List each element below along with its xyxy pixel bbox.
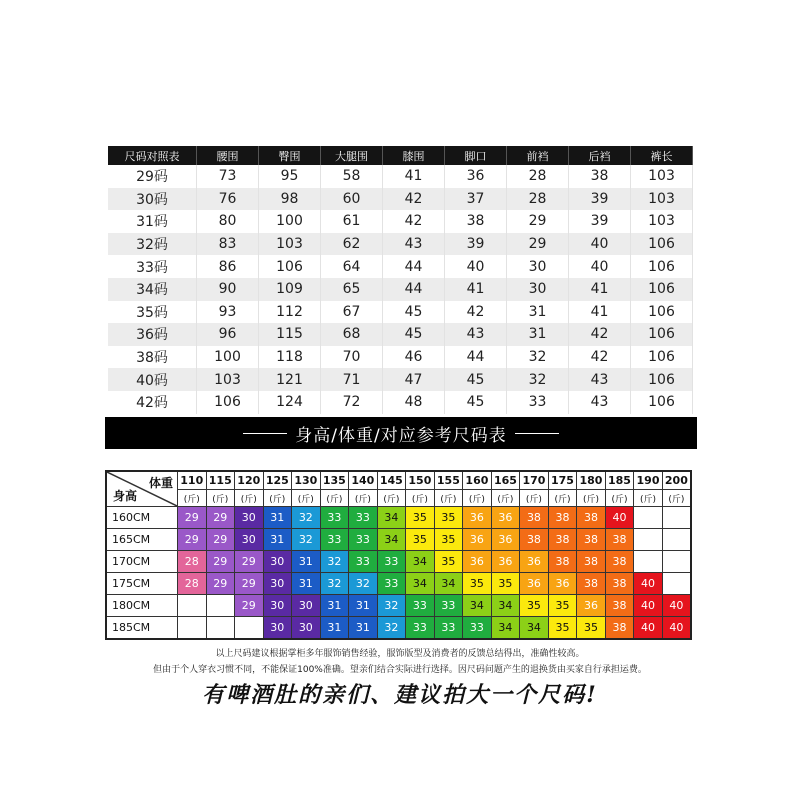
empty-cell xyxy=(206,617,235,640)
measurement-cell: 32 xyxy=(507,346,569,369)
empty-cell xyxy=(178,595,207,617)
size-recommendation-cell: 33 xyxy=(377,551,406,573)
measurement-cell: 46 xyxy=(383,346,445,369)
measurement-cell: 67 xyxy=(321,301,383,324)
measurement-cell: 106 xyxy=(631,391,693,414)
size-recommendation-cell: 35 xyxy=(520,595,549,617)
size-recommendation-cell: 32 xyxy=(292,507,321,529)
measurement-cell: 45 xyxy=(445,368,507,391)
table-corner-cell xyxy=(106,471,178,507)
size-chart-table xyxy=(108,146,693,414)
measurement-cell: 68 xyxy=(321,323,383,346)
size-recommendation-cell: 34 xyxy=(434,573,463,595)
weight-unit-cell: (斤) xyxy=(605,490,634,507)
size-recommendation-cell: 35 xyxy=(406,507,435,529)
size-recommendation-cell: 33 xyxy=(463,617,492,640)
measurement-cell: 30 xyxy=(507,255,569,278)
size-chart-body xyxy=(108,165,693,414)
size-recommendation-cell: 32 xyxy=(377,595,406,617)
size-chart-column-header: 尺码对照表 xyxy=(108,146,197,165)
weight-header-row xyxy=(106,471,691,490)
height-row xyxy=(106,507,691,529)
size-recommendation-cell: 36 xyxy=(577,595,606,617)
weight-header-cell: 165 xyxy=(491,471,520,490)
weight-unit-cell: (斤) xyxy=(235,490,264,507)
weight-unit-cell: (斤) xyxy=(206,490,235,507)
empty-cell xyxy=(634,529,663,551)
measurement-cell: 64 xyxy=(321,255,383,278)
size-recommendation-cell: 34 xyxy=(491,617,520,640)
height-label-cell: 175CM xyxy=(106,573,178,595)
measurement-cell: 76 xyxy=(197,188,259,211)
measurement-cell: 47 xyxy=(383,368,445,391)
measurement-cell: 45 xyxy=(383,323,445,346)
weight-unit-cell: (斤) xyxy=(292,490,321,507)
banner-title: 身高/体重/对应参考尺码表 xyxy=(295,425,507,446)
size-recommendation-cell: 36 xyxy=(520,551,549,573)
measurement-cell: 58 xyxy=(321,165,383,188)
size-recommendation-cell: 31 xyxy=(263,529,292,551)
measurement-cell: 96 xyxy=(197,323,259,346)
measurement-cell: 103 xyxy=(631,210,693,233)
measurement-cell: 33 xyxy=(507,391,569,414)
size-label-cell: 35码 xyxy=(108,301,197,324)
size-recommendation-cell: 36 xyxy=(491,529,520,551)
size-recommendation-cell: 34 xyxy=(377,507,406,529)
size-note-line-1: 以上尺码建议根据掌柜多年服饰销售经验，服饰版型及消费者的反馈总结得出，准确性较高。 xyxy=(215,649,585,659)
measurement-cell: 43 xyxy=(445,323,507,346)
size-label-cell: 32码 xyxy=(108,233,197,256)
size-label-cell: 31码 xyxy=(108,210,197,233)
measurement-cell: 29 xyxy=(507,233,569,256)
size-recommendation-cell: 31 xyxy=(349,617,378,640)
size-recommendation-cell: 28 xyxy=(178,551,207,573)
size-chart-row xyxy=(108,346,693,369)
measurement-cell: 45 xyxy=(383,301,445,324)
size-recommendation-cell: 30 xyxy=(235,507,264,529)
size-chart-row xyxy=(108,278,693,301)
weight-header-cell: 170 xyxy=(520,471,549,490)
size-recommendation-cell: 35 xyxy=(406,529,435,551)
size-label-cell: 29码 xyxy=(108,165,197,188)
size-recommendation-cell: 38 xyxy=(577,507,606,529)
size-recommendation-cell: 28 xyxy=(178,573,207,595)
measurement-cell: 45 xyxy=(445,391,507,414)
size-chart-row xyxy=(108,301,693,324)
size-recommendation-cell: 33 xyxy=(349,529,378,551)
size-label-cell: 36码 xyxy=(108,323,197,346)
corner-weight-label: 体重 xyxy=(148,476,173,490)
measurement-cell: 32 xyxy=(507,368,569,391)
empty-cell xyxy=(662,573,691,595)
size-recommendation-cell: 29 xyxy=(235,551,264,573)
size-label-cell: 33码 xyxy=(108,255,197,278)
measurement-cell: 86 xyxy=(197,255,259,278)
size-recommendation-cell: 30 xyxy=(263,595,292,617)
banner-left-line xyxy=(243,433,287,434)
size-recommendation-cell: 33 xyxy=(434,595,463,617)
weight-unit-cell: (斤) xyxy=(520,490,549,507)
weight-unit-row xyxy=(106,490,691,507)
measurement-cell: 39 xyxy=(445,233,507,256)
measurement-cell: 43 xyxy=(569,368,631,391)
size-recommendation-cell: 38 xyxy=(577,551,606,573)
measurement-cell: 41 xyxy=(445,278,507,301)
measurement-cell: 106 xyxy=(631,233,693,256)
size-recommendation-cell: 29 xyxy=(235,573,264,595)
size-recommendation-cell: 40 xyxy=(634,573,663,595)
weight-unit-cell: (斤) xyxy=(263,490,292,507)
weight-header-cell: 155 xyxy=(434,471,463,490)
corner-height-label: 身高 xyxy=(113,489,138,503)
size-recommendation-cell: 36 xyxy=(463,507,492,529)
size-recommendation-cell: 38 xyxy=(577,573,606,595)
measurement-cell: 109 xyxy=(259,278,321,301)
measurement-cell: 39 xyxy=(569,188,631,211)
measurement-cell: 36 xyxy=(445,165,507,188)
measurement-cell: 44 xyxy=(445,346,507,369)
weight-header-cell: 140 xyxy=(349,471,378,490)
size-recommendation-cell: 30 xyxy=(235,529,264,551)
size-chart-row xyxy=(108,323,693,346)
measurement-cell: 100 xyxy=(259,210,321,233)
measurement-cell: 70 xyxy=(321,346,383,369)
measurement-cell: 62 xyxy=(321,233,383,256)
size-recommendation-cell: 38 xyxy=(605,551,634,573)
size-recommendation-cell: 38 xyxy=(605,529,634,551)
size-recommendation-cell: 40 xyxy=(605,507,634,529)
height-weight-body xyxy=(106,507,691,640)
size-chart-row xyxy=(108,255,693,278)
measurement-cell: 103 xyxy=(631,188,693,211)
measurement-cell: 80 xyxy=(197,210,259,233)
measurement-cell: 40 xyxy=(569,233,631,256)
height-weight-banner xyxy=(105,417,697,449)
measurement-cell: 44 xyxy=(383,255,445,278)
measurement-cell: 42 xyxy=(569,346,631,369)
size-recommendation-cell: 35 xyxy=(463,573,492,595)
weight-header-cell: 120 xyxy=(235,471,264,490)
size-recommendation-cell: 40 xyxy=(634,617,663,640)
measurement-cell: 106 xyxy=(631,255,693,278)
size-recommendation-cell: 33 xyxy=(349,507,378,529)
measurement-cell: 28 xyxy=(507,165,569,188)
size-chart-row xyxy=(108,165,693,188)
size-recommendation-cell: 31 xyxy=(320,595,349,617)
height-label-cell: 165CM xyxy=(106,529,178,551)
measurement-cell: 30 xyxy=(507,278,569,301)
empty-cell xyxy=(662,507,691,529)
size-label-cell: 40码 xyxy=(108,368,197,391)
weight-unit-cell: (斤) xyxy=(349,490,378,507)
size-recommendation-cell: 35 xyxy=(548,595,577,617)
size-recommendation-cell: 36 xyxy=(520,573,549,595)
weight-unit-cell: (斤) xyxy=(434,490,463,507)
measurement-cell: 106 xyxy=(631,323,693,346)
size-chart-row xyxy=(108,368,693,391)
size-recommendation-cell: 33 xyxy=(377,573,406,595)
measurement-cell: 28 xyxy=(507,188,569,211)
measurement-cell: 124 xyxy=(259,391,321,414)
beer-belly-slogan: 有啤酒肚的亲们、建议拍大一个尺码! xyxy=(202,682,598,708)
measurement-cell: 106 xyxy=(259,255,321,278)
size-recommendation-cell: 31 xyxy=(292,573,321,595)
measurement-cell: 29 xyxy=(507,210,569,233)
weight-unit-cell: (斤) xyxy=(634,490,663,507)
size-recommendation-cell: 32 xyxy=(377,617,406,640)
size-recommendation-cell: 29 xyxy=(206,507,235,529)
size-recommendation-cell: 32 xyxy=(349,573,378,595)
size-recommendation-cell: 34 xyxy=(377,529,406,551)
size-chart-column-header: 臀围 xyxy=(259,146,321,165)
size-recommendation-cell: 30 xyxy=(263,551,292,573)
measurement-cell: 44 xyxy=(383,278,445,301)
weight-header-cell: 115 xyxy=(206,471,235,490)
empty-cell xyxy=(634,507,663,529)
size-recommendation-cell: 29 xyxy=(206,529,235,551)
size-recommendation-cell: 30 xyxy=(292,595,321,617)
weight-header-cell: 175 xyxy=(548,471,577,490)
weight-header-cell: 180 xyxy=(577,471,606,490)
size-recommendation-cell: 32 xyxy=(320,573,349,595)
measurement-cell: 43 xyxy=(383,233,445,256)
measurement-cell: 42 xyxy=(383,210,445,233)
weight-header-cell: 135 xyxy=(320,471,349,490)
size-recommendation-cell: 33 xyxy=(320,507,349,529)
measurement-cell: 106 xyxy=(631,346,693,369)
measurement-cell: 42 xyxy=(383,188,445,211)
measurement-cell: 41 xyxy=(383,165,445,188)
measurement-cell: 112 xyxy=(259,301,321,324)
weight-header-cell: 200 xyxy=(662,471,691,490)
size-recommendation-cell: 32 xyxy=(292,529,321,551)
size-recommendation-cell: 32 xyxy=(320,551,349,573)
size-recommendation-cell: 38 xyxy=(605,595,634,617)
measurement-cell: 31 xyxy=(507,301,569,324)
weight-header-cell: 145 xyxy=(377,471,406,490)
height-row xyxy=(106,551,691,573)
height-row xyxy=(106,529,691,551)
size-recommendation-cell: 29 xyxy=(235,595,264,617)
measurement-cell: 103 xyxy=(197,368,259,391)
size-recommendation-cell: 29 xyxy=(178,529,207,551)
measurement-cell: 90 xyxy=(197,278,259,301)
size-recommendation-cell: 31 xyxy=(349,595,378,617)
size-recommendation-cell: 38 xyxy=(548,551,577,573)
size-recommendation-cell: 38 xyxy=(605,573,634,595)
measurement-cell: 48 xyxy=(383,391,445,414)
empty-cell xyxy=(206,595,235,617)
measurement-cell: 42 xyxy=(569,323,631,346)
measurement-cell: 37 xyxy=(445,188,507,211)
empty-cell xyxy=(178,617,207,640)
size-recommendation-cell: 35 xyxy=(434,551,463,573)
measurement-cell: 83 xyxy=(197,233,259,256)
weight-unit-cell: (斤) xyxy=(463,490,492,507)
size-label-cell: 42码 xyxy=(108,391,197,414)
measurement-cell: 38 xyxy=(569,165,631,188)
size-recommendation-cell: 38 xyxy=(577,529,606,551)
size-label-cell: 34码 xyxy=(108,278,197,301)
banner-right-line xyxy=(515,433,559,434)
size-chart-column-header: 裤长 xyxy=(631,146,693,165)
size-recommendation-cell: 30 xyxy=(292,617,321,640)
measurement-cell: 100 xyxy=(197,346,259,369)
measurement-cell: 106 xyxy=(631,301,693,324)
size-chart-row xyxy=(108,210,693,233)
size-recommendation-cell: 34 xyxy=(463,595,492,617)
weight-header-cell: 150 xyxy=(406,471,435,490)
size-recommendation-cell: 34 xyxy=(520,617,549,640)
height-label-cell: 180CM xyxy=(106,595,178,617)
height-row xyxy=(106,617,691,640)
size-recommendation-cell: 31 xyxy=(320,617,349,640)
size-recommendation-cell: 29 xyxy=(178,507,207,529)
weight-unit-cell: (斤) xyxy=(577,490,606,507)
measurement-cell: 106 xyxy=(631,278,693,301)
size-chart-column-header: 膝围 xyxy=(383,146,445,165)
measurement-cell: 40 xyxy=(445,255,507,278)
size-recommendation-cell: 38 xyxy=(548,507,577,529)
empty-cell xyxy=(662,529,691,551)
measurement-cell: 71 xyxy=(321,368,383,391)
measurement-cell: 106 xyxy=(197,391,259,414)
weight-unit-cell: (斤) xyxy=(662,490,691,507)
size-recommendation-cell: 35 xyxy=(434,507,463,529)
size-recommendation-cell: 31 xyxy=(263,507,292,529)
measurement-cell: 40 xyxy=(569,255,631,278)
measurement-cell: 60 xyxy=(321,188,383,211)
size-recommendation-cell: 30 xyxy=(263,573,292,595)
size-note-line-2: 但由于个人穿衣习惯不同，不能保证100%准确。望亲们结合实际进行选择。因尺码问题产生的退换货由买家自行承担运费。 xyxy=(153,665,647,675)
weight-unit-cell: (斤) xyxy=(320,490,349,507)
measurement-cell: 42 xyxy=(445,301,507,324)
weight-header-cell: 110 xyxy=(178,471,207,490)
size-recommendation-cell: 38 xyxy=(520,529,549,551)
measurement-cell: 118 xyxy=(259,346,321,369)
weight-unit-cell: (斤) xyxy=(406,490,435,507)
weight-header-cell: 125 xyxy=(263,471,292,490)
measurement-cell: 65 xyxy=(321,278,383,301)
size-recommendation-cell: 29 xyxy=(206,551,235,573)
height-label-cell: 160CM xyxy=(106,507,178,529)
measurement-cell: 39 xyxy=(569,210,631,233)
measurement-cell: 98 xyxy=(259,188,321,211)
size-recommendation-cell: 31 xyxy=(292,551,321,573)
size-chart-header-row xyxy=(108,146,693,165)
size-chart-column-header: 脚口 xyxy=(445,146,507,165)
size-recommendation-cell: 34 xyxy=(406,573,435,595)
size-recommendation-cell: 34 xyxy=(491,595,520,617)
size-recommendation-cell: 36 xyxy=(491,551,520,573)
size-recommendation-cell: 40 xyxy=(662,617,691,640)
weight-unit-cell: (斤) xyxy=(178,490,207,507)
weight-unit-cell: (斤) xyxy=(377,490,406,507)
size-chart-row xyxy=(108,233,693,256)
size-chart-row xyxy=(108,391,693,414)
empty-cell xyxy=(235,617,264,640)
size-label-cell: 38码 xyxy=(108,346,197,369)
size-recommendation-cell: 35 xyxy=(434,529,463,551)
size-recommendation-cell: 33 xyxy=(406,617,435,640)
measurement-cell: 72 xyxy=(321,391,383,414)
measurement-cell: 41 xyxy=(569,278,631,301)
measurement-cell: 61 xyxy=(321,210,383,233)
size-recommendation-cell: 33 xyxy=(320,529,349,551)
size-recommendation-cell: 33 xyxy=(349,551,378,573)
height-row xyxy=(106,595,691,617)
weight-unit-cell: (斤) xyxy=(548,490,577,507)
size-recommendation-cell: 36 xyxy=(463,529,492,551)
measurement-cell: 73 xyxy=(197,165,259,188)
measurement-cell: 103 xyxy=(631,165,693,188)
weight-unit-cell: (斤) xyxy=(491,490,520,507)
weight-header-cell: 160 xyxy=(463,471,492,490)
height-label-cell: 170CM xyxy=(106,551,178,573)
measurement-cell: 95 xyxy=(259,165,321,188)
height-weight-table xyxy=(105,470,692,640)
size-chart-row xyxy=(108,188,693,211)
height-row xyxy=(106,573,691,595)
weight-header-cell: 185 xyxy=(605,471,634,490)
measurement-cell: 115 xyxy=(259,323,321,346)
size-recommendation-cell: 34 xyxy=(406,551,435,573)
measurement-cell: 31 xyxy=(507,323,569,346)
measurement-cell: 41 xyxy=(569,301,631,324)
size-recommendation-cell: 35 xyxy=(577,617,606,640)
size-recommendation-cell: 36 xyxy=(491,507,520,529)
size-recommendation-cell: 36 xyxy=(463,551,492,573)
empty-cell xyxy=(634,551,663,573)
size-chart-column-header: 腰围 xyxy=(197,146,259,165)
measurement-cell: 93 xyxy=(197,301,259,324)
size-label-cell: 30码 xyxy=(108,188,197,211)
size-recommendation-cell: 38 xyxy=(605,617,634,640)
height-label-cell: 185CM xyxy=(106,617,178,640)
weight-header-cell: 130 xyxy=(292,471,321,490)
measurement-cell: 106 xyxy=(631,368,693,391)
size-recommendation-cell: 33 xyxy=(406,595,435,617)
size-recommendation-cell: 38 xyxy=(520,507,549,529)
empty-cell xyxy=(662,551,691,573)
size-recommendation-cell: 35 xyxy=(548,617,577,640)
measurement-cell: 38 xyxy=(445,210,507,233)
size-chart-column-header: 后裆 xyxy=(569,146,631,165)
size-recommendation-cell: 30 xyxy=(263,617,292,640)
size-recommendation-cell: 38 xyxy=(548,529,577,551)
size-chart-column-header: 前裆 xyxy=(507,146,569,165)
size-recommendation-cell: 40 xyxy=(634,595,663,617)
size-recommendation-cell: 35 xyxy=(491,573,520,595)
size-chart-column-header: 大腿围 xyxy=(321,146,383,165)
size-recommendation-cell: 36 xyxy=(548,573,577,595)
weight-header-cell: 190 xyxy=(634,471,663,490)
measurement-cell: 43 xyxy=(569,391,631,414)
measurement-cell: 103 xyxy=(259,233,321,256)
size-recommendation-cell: 33 xyxy=(434,617,463,640)
measurement-cell: 121 xyxy=(259,368,321,391)
size-recommendation-cell: 29 xyxy=(206,573,235,595)
size-recommendation-cell: 40 xyxy=(662,595,691,617)
